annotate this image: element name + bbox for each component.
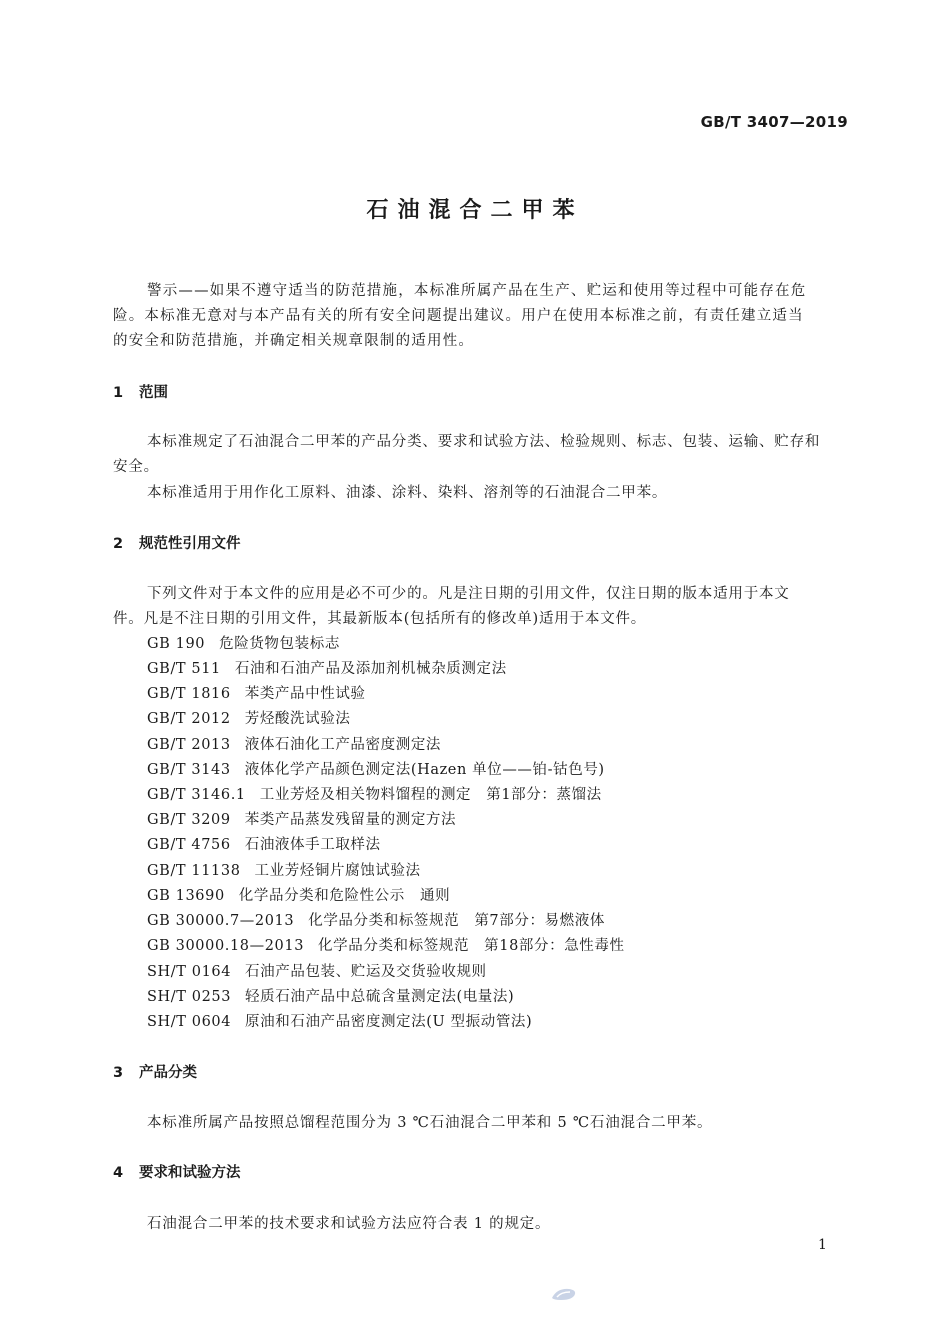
s1-line-3: 本标准适用于用作化工原料、油漆、涂料、染料、溶剂等的石油混合二甲苯。 <box>147 485 668 501</box>
s2-line-2: 件。凡是不注日期的引用文件，其最新版本(包括所有的修改单)适用于本文件。 <box>113 611 647 627</box>
reference-item <box>147 1010 532 1031</box>
reference-item <box>147 884 450 905</box>
reference-title: 工业芳烃铜片腐蚀试验法 <box>254 863 421 879</box>
reference-item <box>147 833 381 854</box>
s4-line-1: 石油混合二甲苯的技术要求和试验方法应符合表 1 的规定。 <box>147 1216 551 1232</box>
page-number: 1 <box>818 1237 827 1253</box>
reference-item <box>147 909 605 930</box>
reference-title: 石油液体手工取样法 <box>244 837 381 853</box>
reference-item <box>147 783 602 804</box>
sac-logo-icon <box>551 1286 577 1302</box>
section-2-heading <box>113 532 241 553</box>
reference-title: 化学品分类和标签规范 第7部分：易燃液体 <box>308 913 605 929</box>
reference-code: GB/T 11138 <box>147 863 241 879</box>
reference-code: GB/T 3143 <box>147 762 231 778</box>
reference-title: 危险货物包装标志 <box>219 636 340 652</box>
reference-title: 苯类产品蒸发残留量的测定方法 <box>244 812 457 828</box>
reference-title: 芳烃酸洗试验法 <box>244 711 351 727</box>
s1-line-2: 安全。 <box>113 459 159 475</box>
reference-title: 石油和石油产品及添加剂机械杂质测定法 <box>234 661 507 677</box>
reference-item <box>147 632 340 653</box>
reference-item <box>147 985 514 1006</box>
section-number: 3 <box>113 1065 124 1081</box>
reference-title: 液体化学产品颜色测定法(Hazen 单位——铂-钴色号) <box>244 762 605 778</box>
section-4-heading <box>113 1161 241 1182</box>
reference-item <box>147 682 366 703</box>
reference-title: 轻质石油产品中总硫含量测定法(电量法) <box>245 989 515 1005</box>
standard-code: GB/T 3407—2019 <box>700 113 848 131</box>
reference-title: 化学品分类和标签规范 第18部分：急性毒性 <box>318 938 625 954</box>
reference-code: GB/T 511 <box>147 661 221 677</box>
reference-item <box>147 657 507 678</box>
reference-code: GB 13690 <box>147 888 225 904</box>
reference-code: GB/T 3146.1 <box>147 787 246 803</box>
reference-code: SH/T 0164 <box>147 964 232 980</box>
reference-item <box>147 808 456 829</box>
reference-title: 原油和石油产品密度测定法(U 型振动管法) <box>245 1014 533 1030</box>
reference-item <box>147 960 487 981</box>
reference-code: GB/T 3209 <box>147 812 231 828</box>
section-number: 1 <box>113 385 124 401</box>
reference-code: SH/T 0604 <box>147 1014 232 1030</box>
reference-code: GB/T 1816 <box>147 686 231 702</box>
section-1-heading <box>113 381 168 402</box>
reference-item <box>147 707 350 728</box>
section-3-heading <box>113 1061 197 1082</box>
section-number: 4 <box>113 1165 124 1181</box>
reference-item <box>147 758 605 779</box>
s2-line-1: 下列文件对于本文件的应用是必不可少的。凡是注日期的引用文件，仅注日期的版本适用于本文 <box>147 586 790 602</box>
reference-title: 苯类产品中性试验 <box>244 686 366 702</box>
reference-code: GB/T 2012 <box>147 711 231 727</box>
s1-line-1: 本标准规定了石油混合二甲苯的产品分类、要求和试验方法、检验规则、标志、包装、运输、贮存和 <box>147 434 821 450</box>
reference-title: 化学品分类和危险性公示 通则 <box>238 888 451 904</box>
reference-code: GB/T 4756 <box>147 837 231 853</box>
document-title: 石油混合二甲苯 <box>366 198 584 223</box>
reference-title: 液体石油化工产品密度测定法 <box>244 737 442 753</box>
warning-line-3: 的安全和防范措施，并确定相关规章限制的适用性。 <box>113 333 475 349</box>
reference-code: GB/T 2013 <box>147 737 231 753</box>
reference-code: GB 190 <box>147 636 206 652</box>
s3-line-1: 本标准所属产品按照总馏程范围分为 3 ℃石油混合二甲苯和 5 ℃石油混合二甲苯。 <box>147 1115 713 1131</box>
warning-line-2: 险。本标准无意对与本产品有关的所有安全问题提出建议。用户在使用本标准之前，有责任建立适当 <box>113 308 804 324</box>
warning-line-1: 警示——如果不遵守适当的防范措施，本标准所属产品在生产、贮运和使用等过程中可能存在危 <box>147 283 807 299</box>
reference-item <box>147 733 441 754</box>
section-title: 要求和试验方法 <box>139 1165 241 1181</box>
reference-code: SH/T 0253 <box>147 989 232 1005</box>
section-title: 范围 <box>139 385 168 401</box>
section-title: 规范性引用文件 <box>139 536 241 552</box>
reference-item <box>147 934 625 955</box>
reference-item <box>147 859 421 880</box>
reference-code: GB 30000.18—2013 <box>147 938 305 954</box>
reference-title: 石油产品包装、贮运及交货验收规则 <box>245 964 487 980</box>
reference-code: GB 30000.7—2013 <box>147 913 295 929</box>
section-title: 产品分类 <box>139 1065 197 1081</box>
section-number: 2 <box>113 536 124 552</box>
reference-title: 工业芳烃及相关物料馏程的测定 第1部分：蒸馏法 <box>259 787 602 803</box>
